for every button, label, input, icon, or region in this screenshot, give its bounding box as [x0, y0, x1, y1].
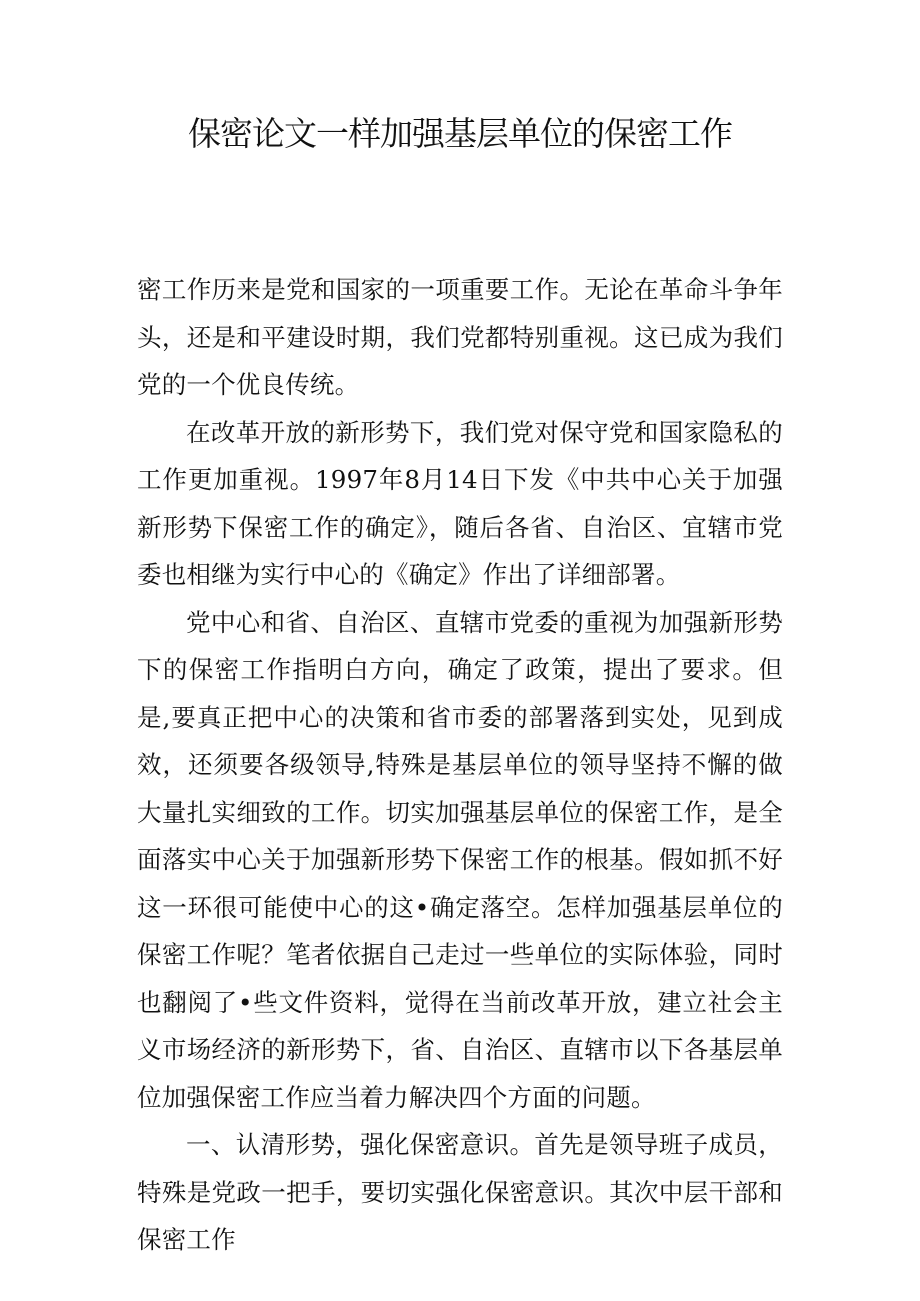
paragraph-4: 一、认清形势，强化保密意识。首先是领导班子成员，特殊是党政一把手，要切实强化保密意识。其次中层干部和保密工作: [137, 1130, 783, 1254]
document-title: 保密论文一样加强基层单位的保密工作: [188, 114, 732, 153]
document-body: [137, 266, 783, 1264]
paragraph-1: 密工作历来是党和国家的一项重要工作。无论在革命斗争年头，还是和平建设时期，我们党都特别重视。这已成为我们党的一个优良传统。: [137, 275, 783, 399]
paragraph-2: 在改革开放的新形势下，我们党对保守党和国家隐私的工作更加重视。1997年8月14日下发《中共中心关于加强新形势下保密工作的确定》，随后各省、自治区、宜辖市党委也相继为实行中心的《确定》作出了详细部署。: [137, 417, 783, 589]
paragraph-3: 党中心和省、自治区、直辖市党委的重视为加强新形势下的保密工作指明白方向，确定了政策，提出了要求。但是,要真正把中心的决策和省市委的部署落到实处，见到成效，还须要各级领导,特殊是基层单位的领导坚持不懈的做大量扎实细致的工作。切实加强基层单位的保密工作，是全面落实中心关于加强新形势下保密工作的根基。假如抓不好这一环很可能使中心的这•确定落空。怎样加强基层单位的保密工作呢？笔者依据自己走过一些单位的实际体验，同时也翻阅了•些文件资料，觉得在当前改革开放，建立社会主义市场经济的新形势下，省、自治区、直辖市以下各基层单位加强保密工作应当着力解决四个方面的问题。: [137, 607, 783, 1112]
